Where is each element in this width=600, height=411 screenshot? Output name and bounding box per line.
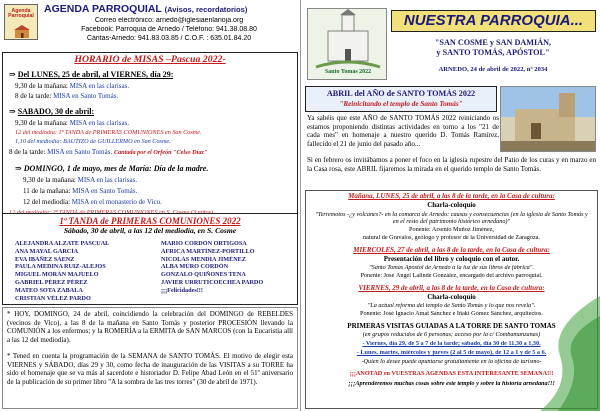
day3-heading: ⇒ DOMINGO, 1 de mayo, mes de María: Día de la madre.: [15, 165, 209, 173]
comunion-name: ALEJANDRA ALZATE PASCUAL: [15, 240, 110, 247]
day2-line4: 8 de la tarde: MISA en Santo Tomás. Cantada por el Orfeón "Celso Díaz": [9, 149, 208, 156]
comunion-name: GABRIEL PÉREZ PÉREZ: [15, 279, 88, 287]
day1-heading: ⇒ Del LUNES, 25 de abril, al VIERNES, día 29:: [9, 71, 174, 79]
right-header: [303, 0, 600, 95]
contact-caritas: Cáritas-Arnedo: 941.83.03.85 / C.O.F. : 635.01.84.20: [86, 35, 252, 42]
visitas-line5: ¡¡¡Aprenderemos muchas cosas sobre este templo y sobre la historia arnedana!!!: [348, 381, 555, 387]
evento2-heading: MIÉRCOLES, 27 de abril, a las 8 de la tarde, en la Casa de cultura:: [353, 247, 550, 254]
agenda-title: AGENDA PARROQUIAL (Avisos, recordatorios): [44, 4, 248, 15]
comunion-name: MATEO SOTA ZABALA: [15, 286, 83, 294]
evento1-speaker: Ponente: Arsenio Muñoz Jiménez,: [409, 227, 494, 233]
evento3-type: Charla-coloquio: [427, 294, 476, 301]
comunion-name: MIGUEL MORÁN MAJUELO: [15, 271, 99, 279]
visitas-line2: - Lunes, martes, miércoles y jueves (2 al 5 de mayo), de 12 a 1 y de 5 a 6.: [356, 350, 547, 356]
notas-box: [2, 307, 298, 409]
evento1-heading: Mañana, LUNES, 25 de abril, a las 8 de la tarde, en la Casa de cultura:: [348, 193, 555, 200]
day2-line2: 12 del mediodía: 1ª TANDA de PRIMERAS COMUNIONES en San Cosme.: [15, 130, 202, 136]
evento1-type: Charla-coloquio: [427, 202, 476, 209]
abril-intro: Ya sabéis que este AÑO de SANTO TOMÁS 2022 reiniciando os estamos proponiendo distintas actividades en torno a los "21 de cada mes" en homenaje a nuestro querido D. Tomás Ramírez, fallecido el 21 de junio del pasado año...: [307, 114, 499, 148]
contact-facebook: Facebook: Parroquia de Arnedo / Teléfono: 941.38.08.80: [81, 26, 257, 33]
parroquia-subtitle: "SAN COSME y SAN DAMIÁN, y SANTO TOMÁS, APÓSTOL": [434, 38, 552, 57]
agenda-logo: [4, 4, 38, 40]
abril-foco: Si en febrero os invitábamos a poner el foco en la iglesia rupestre del Patio de los curas y en marzo en la Casa rosa, este ABRIL fijaremos la mirada en el querido templo de Santo Tomás.: [307, 156, 596, 173]
comunion-name: MARIO CORDÓN ORTIGOSA: [161, 240, 247, 247]
evento3-heading: VIERNES, 29 de abril, a las 8 de la tarde, en la Casa de cultura:: [358, 285, 545, 292]
comunion-name: ÁFRICA MARTÍNEZ-PORTILLO: [161, 247, 255, 255]
page-divider: [300, 0, 301, 411]
comuniones-box: [2, 213, 298, 305]
nuestra-parroquia-title: NUESTRA PARROQUIA...: [391, 10, 596, 32]
santo-tomas-logo: [307, 8, 387, 80]
comunion-name: JAVIER URRUTICOECHEA PARDO: [161, 279, 264, 287]
evento1-text: "Terremotos -¿y volcanes?- en la comarca de Arnedo: causas y consecuencias (en la iglesia de Santo Tomás y en el resto del patrimonio histórico arnedano)": [315, 211, 588, 226]
comunion-name: ALBA MURO CORDÓN: [161, 263, 229, 271]
evento2-speaker: Ponente: José Ángel Lalinde González, encargado del archivo parroquial.: [360, 273, 543, 279]
day2-heading: ⇒ SÁBADO, 30 de abril:: [9, 108, 95, 116]
day2-line3: 1,10 del mediodía: BAUTIZO de GUILLERMO en San Cosme.: [15, 139, 171, 145]
comuniones-title: 1ª TANDA de PRIMERAS COMUNIONES 2022: [59, 216, 241, 226]
church-tower-icon: [308, 9, 387, 69]
evento2-type: Presentación del libro y coloquio con el autor.: [383, 256, 520, 263]
abril-title: ABRIL del AÑO de SANTO TOMÁS 2022: [326, 89, 476, 98]
comunion-name: GONZALO QUIÑONES TENA: [161, 271, 246, 279]
day3-line3: 12 del mediodía: MISA en el monasterio de Vico.: [23, 199, 162, 206]
church-photo-icon: [501, 87, 596, 152]
comunion-name: PAULA MEDINA RUIZ-ALEJOS: [15, 263, 106, 271]
abril-title-box: [305, 86, 497, 112]
comunion-name: ANA MAYAL GARCÍA: [15, 247, 79, 255]
comunion-name: CRISTIAN VÉLEZ PARDO: [15, 294, 91, 302]
contact-email: Correo electrónico: arnedo@iglesiaenlarioja.org: [94, 17, 244, 24]
day3-line2: 11 de la mañana: MISA en Santo Tomás.: [23, 188, 138, 195]
day1-line1: 9,30 de la mañana: MISA en las clarisas.: [15, 83, 130, 90]
logo-caption: Santo Tomás 2022: [324, 69, 372, 75]
nota-semana-santo-tomas: * Tened en cuenta la programación de la SEMANA de SANTO TOMÁS. El motivo de elegir esta VIERNES y SÁBADO, días 29 y 30, como fecha de inauguración de las VISITAS a su TORRE ha sido el homenaje que se va más al sacerdote e historiador D. Felipe Abad León en el 51º aniversario de la publicación de su primer libro "A la sombra de las tres torres" (30 de abril de 1971).: [7, 352, 293, 386]
evento1-speaker2: natural de Grávalos, geólogo y profesor de la Universidad de Zaragoza.: [363, 235, 540, 241]
green-ribbon-decoration: [540, 296, 600, 411]
horario-title: HORARIO de MISAS –Pascua 2022-: [74, 55, 226, 65]
visitas-sub: (en grupos reducidos de 6 personas; acceso por la c/ Combamanzanas): [362, 332, 541, 338]
day1-line2: 8 de la tarde: MISA en Santo Tomás.: [15, 93, 119, 100]
day3-line1: 9,30 de la mañana: MISA en las clarisas.: [23, 177, 138, 184]
right-page: [303, 0, 600, 411]
evento3-speaker: Ponente: José Ignacio Amat Sánchez e Iñaki Gómez Sánchez, arquitectos.: [360, 311, 543, 317]
visitas-line4: ¡¡¡ANOTAD en VUESTRAS AGENDAS ESTA INTERESANTE SEMANA!!!: [349, 371, 554, 377]
comuniones-subtitle: Sábado, 30 de abril, a las 12 del mediodía, en S. Cosme: [63, 227, 237, 235]
comunion-name: NICOLÁS MENDIA JIMÉNEZ: [161, 255, 246, 263]
agenda-logo-text: Agenda Parroquial: [8, 8, 34, 20]
comunion-name: EVA IBÁÑEZ SÁENZ: [15, 255, 75, 263]
nota-domingo: * HOY, DOMINGO, 24 de abril, coincidiendo la celebración del DOMINGO de REBELDES (vecinos de Vico), a las 8 de la mañana en Santo Tomás y posterior PROCESIÓN llevando la COMUNIÓN a los enfermos; y la ROMERÍA a la ERMITA de SAN MARCOS (con la Eucaristía allí a las 12 del mediodía).: [7, 310, 293, 344]
church-icon: [13, 25, 31, 38]
comunion-name: ¡¡¡Felicidades!!!: [161, 286, 203, 294]
names-left-list: [15, 240, 165, 303]
visitas-line3: -Quien lo desee puede apuntarse gratuitamente en la oficina de turismo-: [361, 359, 542, 365]
visitas-line1: - Viernes, día 29, de 5 a 7 de la tarde; sábado, día 30 de 11,30 a 1,30.: [362, 341, 541, 347]
issue-date: ARNEDO, 24 de abril de 2022, nº 2034: [438, 66, 548, 73]
santo-tomas-photo: [500, 86, 596, 152]
visitas-heading: PRIMERAS VISITAS GUIADAS A LA TORRE DE SANTO TOMÁS: [347, 323, 556, 330]
evento3-text: "La actual reforma del templo de Santo Tomás y lo que nos revela".: [367, 303, 536, 309]
day2-line1: 9,30 de la mañana: MISA en las clarisas.: [15, 120, 130, 127]
abril-subtitle: "Reinicitando el templo de Santo Tomás": [339, 100, 463, 108]
names-right-list: [161, 240, 298, 295]
evento2-text: "Santo Tomás Apóstol de Arnedo a la luz de sus libros de fábrica".: [369, 265, 534, 271]
